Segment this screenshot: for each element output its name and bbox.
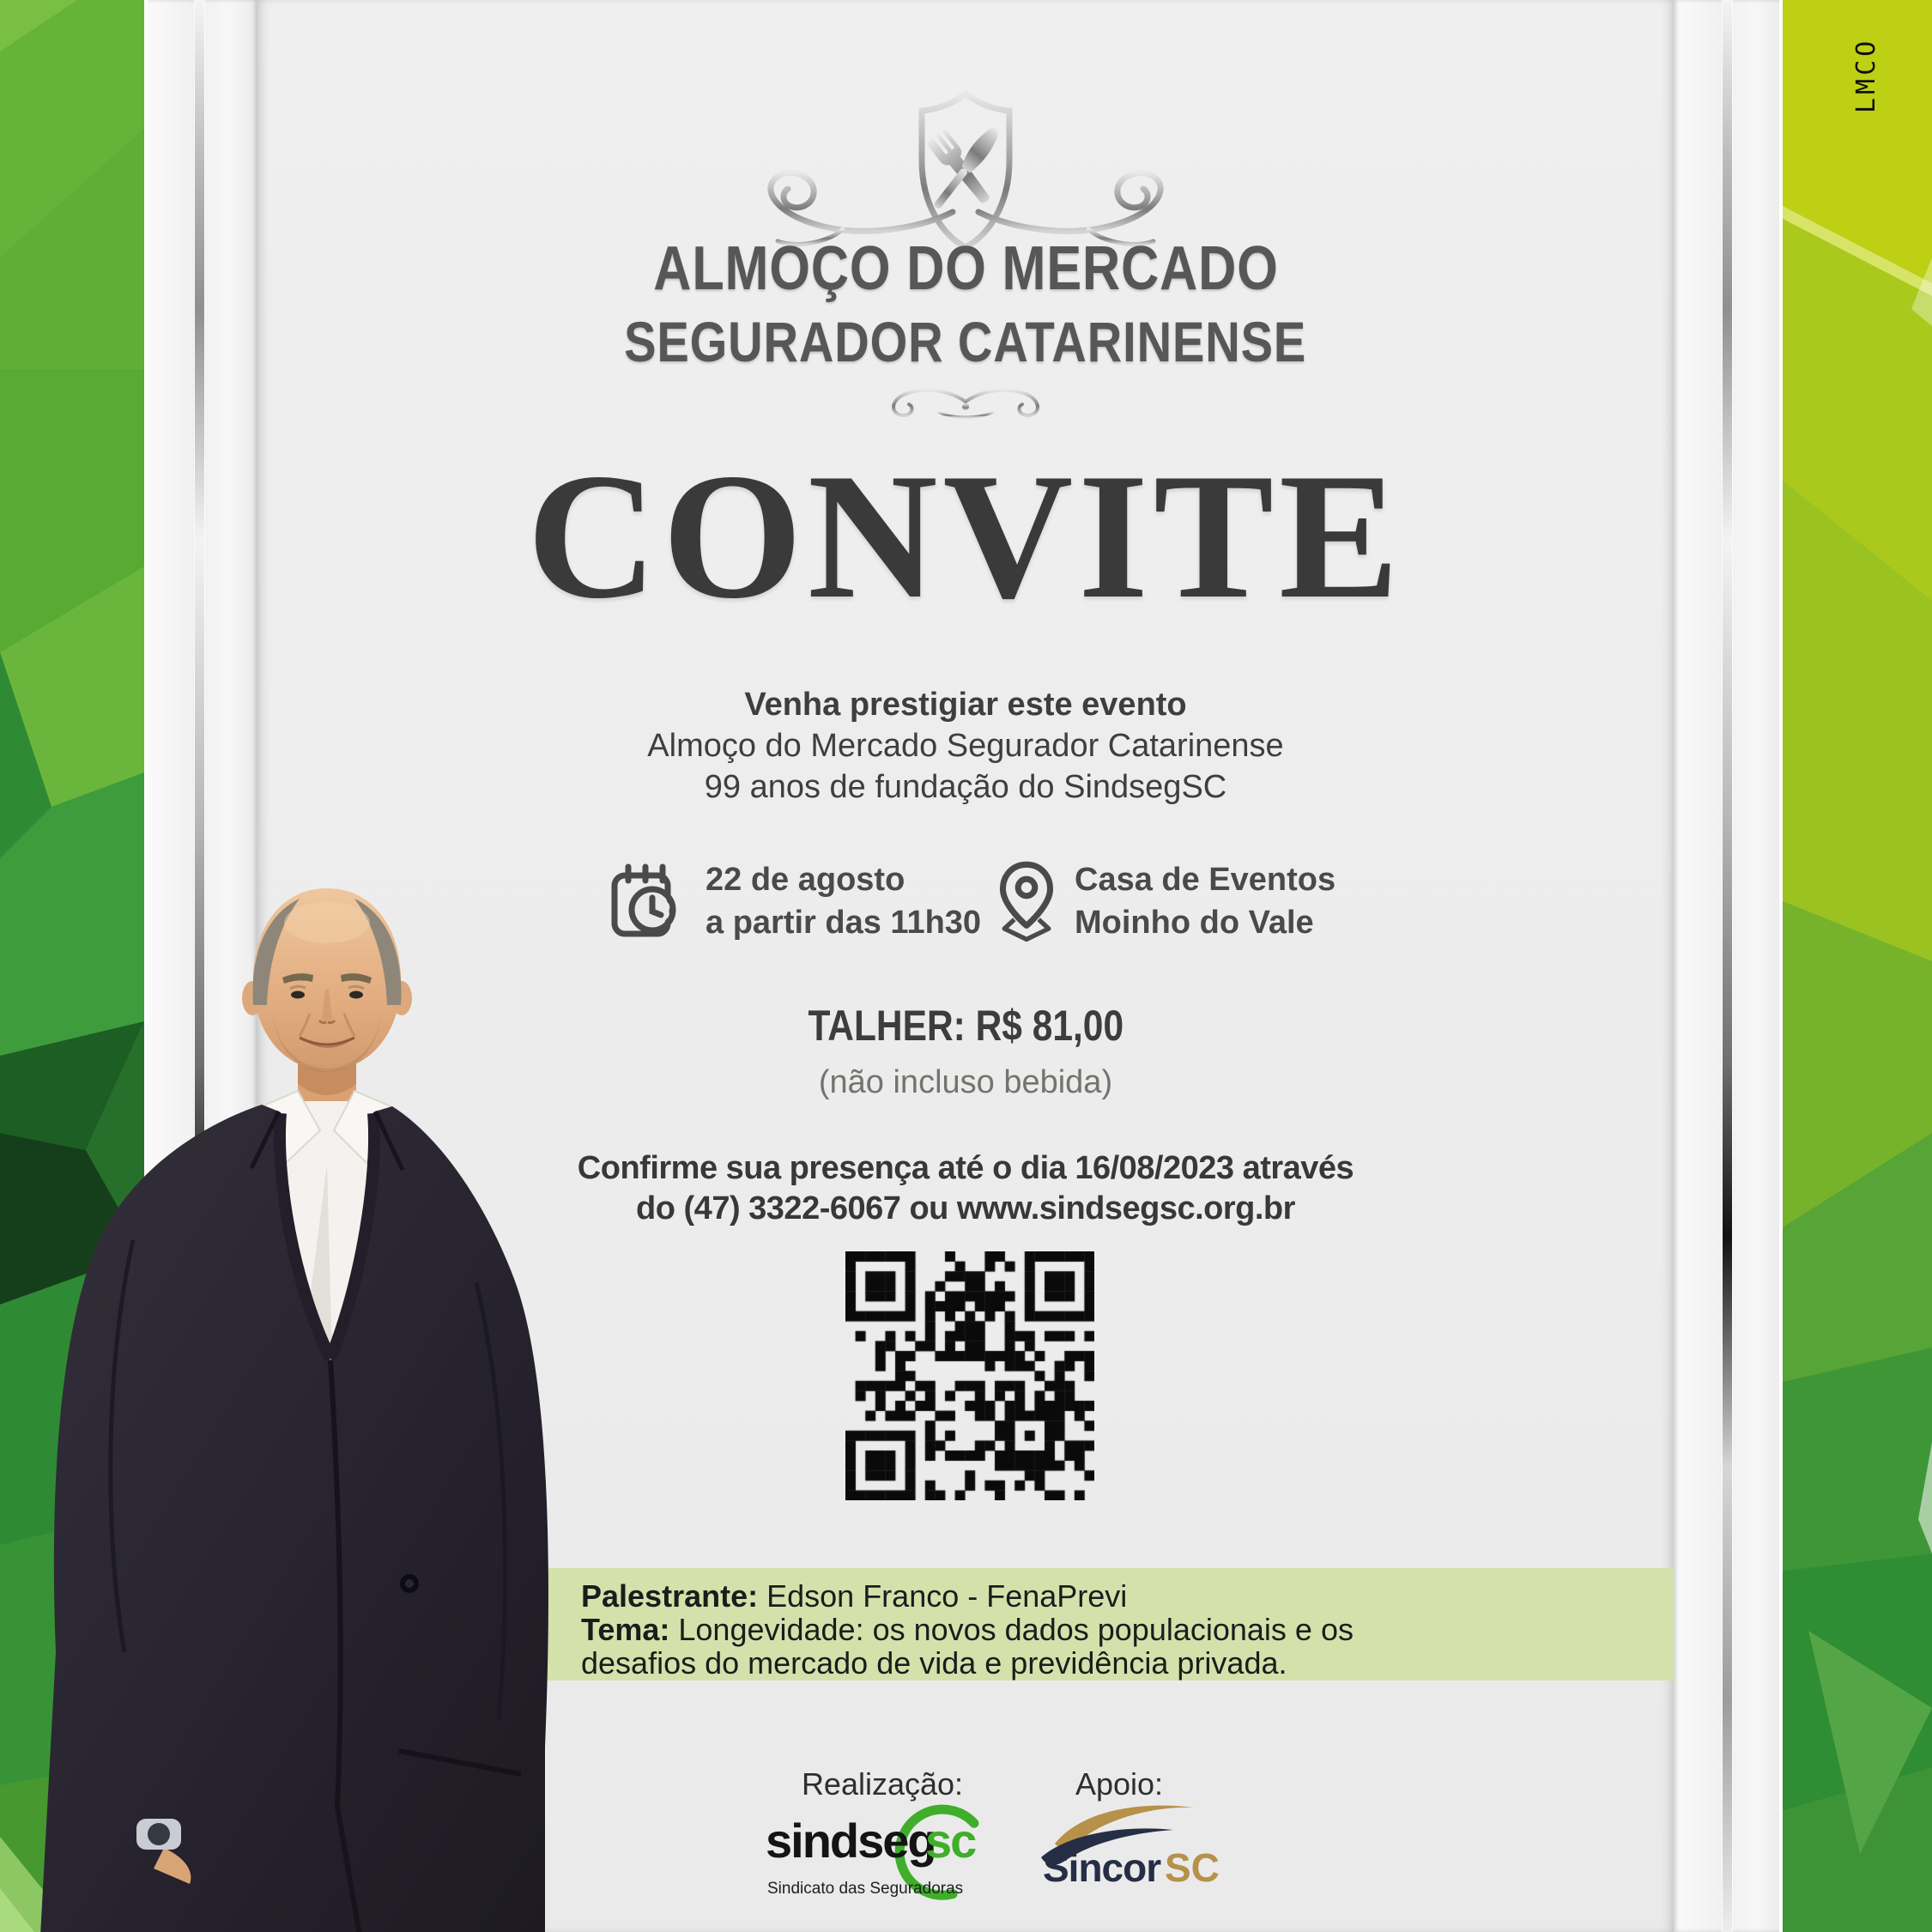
flourish-divider-icon <box>871 379 1060 427</box>
speaker-banner-text <box>581 1579 1354 1680</box>
svg-text:sindseg: sindseg <box>766 1814 936 1868</box>
sincor-sc-logo <box>1026 1799 1232 1892</box>
theme-label: Tema: <box>581 1612 670 1647</box>
sindsegsc-logo <box>766 1802 999 1907</box>
location-pin-icon <box>992 858 1061 944</box>
right-polygon-art <box>1783 0 1932 1932</box>
price-label: TALHER: R$ 81,00 <box>808 1002 1123 1050</box>
rsvp-line2: do (47) 3322-6067 ou www.sindsegsc.org.br <box>636 1190 1295 1226</box>
speaker-banner <box>547 1568 1674 1681</box>
venue-line1: Casa de Eventos <box>1075 862 1336 898</box>
svg-text:Sindicato das Seguradoras: Sindicato das Seguradoras <box>767 1880 964 1898</box>
event-title-line2: SEGURADOR CATARINENSE <box>624 310 1307 373</box>
realization-label: Realização: <box>801 1766 964 1802</box>
speaker-name: Edson Franco - FenaPrevi <box>766 1578 1128 1614</box>
rsvp-line1: Confirme sua presença até o dia 16/08/2023 através <box>577 1150 1354 1186</box>
venue-text <box>1075 858 1335 944</box>
intro-line1: Venha prestigiar este evento <box>744 687 1187 723</box>
side-watermark: LMCO <box>1851 37 1881 113</box>
date-line1: 22 de agosto <box>706 862 905 898</box>
page-title: CONVITE <box>526 437 1405 636</box>
theme-line1: Longevidade: os novos dados populacionais e os <box>678 1612 1354 1647</box>
silver-inlay-right <box>1723 0 1732 1932</box>
frame-right <box>1674 0 1783 1932</box>
qr-code <box>845 1251 1094 1500</box>
svg-text:SC: SC <box>1165 1845 1220 1890</box>
theme-line2: desafios do mercado de vida e previdência privada. <box>581 1645 1287 1681</box>
intro-line2: Almoço do Mercado Segurador Catarinense <box>647 728 1284 764</box>
intro-line3: 99 anos de fundação do SindsegSC <box>704 769 1227 805</box>
venue-line2: Moinho do Vale <box>1075 905 1314 941</box>
date-text <box>706 858 981 944</box>
svg-text:Sincor: Sincor <box>1043 1845 1161 1890</box>
speaker-label: Palestrante: <box>581 1578 759 1614</box>
right-green-band <box>1783 0 1932 1932</box>
price-note: (não incluso bebida) <box>818 1064 1113 1100</box>
speaker-portrait <box>0 880 562 1932</box>
date-line2: a partir das 11h30 <box>706 905 982 941</box>
support-label: Apoio: <box>1075 1766 1164 1802</box>
intro-text <box>257 684 1674 808</box>
calendar-clock-icon <box>608 862 687 941</box>
event-title-line1: ALMOÇO DO MERCADO <box>652 234 1279 303</box>
svg-text:sc: sc <box>925 1814 976 1868</box>
